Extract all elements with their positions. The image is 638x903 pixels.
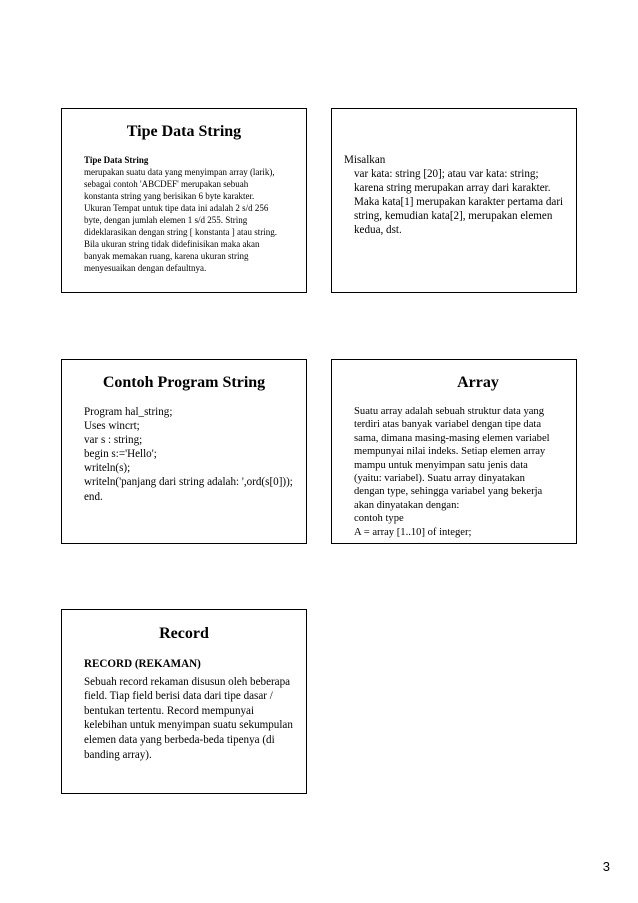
slide-misalkan xyxy=(331,108,577,293)
slide-record xyxy=(61,609,307,794)
body-line: contoh type xyxy=(354,513,404,525)
slide-body xyxy=(84,657,306,762)
body-line: terdiri atas banyak variabel dengan tipe data xyxy=(354,419,542,431)
body-line: sebagai contoh 'ABCDEF' merupakan sebuah xyxy=(84,179,249,189)
body-line: menyesuaikan dengan defaultnya. xyxy=(84,263,207,273)
body-line: dideklarasikan dengan string [ konstanta ] atau string. xyxy=(84,227,277,237)
slide-title: Array xyxy=(457,374,499,391)
slide-body xyxy=(84,154,304,274)
body-line: Maka kata[1] merupakan karakter pertama dari xyxy=(354,196,564,209)
body-line: banyak memakan ruang, karena ukuran string xyxy=(84,251,249,261)
body-line: bentukan tertentu. Record mempunyai xyxy=(84,704,255,717)
body-line: karena string merupakan array dari karakter. xyxy=(354,182,551,195)
body-line: A = array [1..10] of integer; xyxy=(354,526,472,538)
slide-contoh-program-string xyxy=(61,359,307,544)
body-line: string, kemudian kata[2], merupakan elemen xyxy=(354,210,553,223)
body-line: (yaitu: variabel). Suatu array dinyatakan xyxy=(354,473,525,485)
slide-array xyxy=(331,359,577,544)
body-line: sama, dimana masing-masing elemen variabel xyxy=(354,432,550,444)
body-line: dengan type, sehingga variabel yang bekerja xyxy=(354,486,543,498)
body-line: kedua, dst. xyxy=(354,224,402,237)
body-line: akan dinyatakan dengan: xyxy=(354,499,460,511)
slide-title: Record xyxy=(159,625,209,642)
body-line: Ukuran Tempat untuk tipe data ini adalah 2 s/d 256 xyxy=(84,203,269,213)
code-line: Program hal_string; xyxy=(84,406,173,418)
body-heading: RECORD (REKAMAN) xyxy=(84,658,201,670)
body-line: Bila ukuran string tidak didefinisikan maka akan xyxy=(84,239,260,249)
slide-tipe-data-string xyxy=(61,108,307,293)
body-line: merupakan suatu data yang menyimpan array (larik), xyxy=(84,167,275,177)
slide-body xyxy=(344,153,576,238)
code-line: end. xyxy=(84,490,103,503)
body-line: mempunyai nilai indeks. Setiap elemen array xyxy=(354,446,546,458)
body-heading: Tipe Data String xyxy=(84,155,149,165)
slide-title: Tipe Data String xyxy=(126,123,242,140)
body-line: byte, dengan jumlah elemen 1 s/d 255. String xyxy=(84,215,248,225)
body-line: Sebuah record rekaman disusun oleh beberapa xyxy=(84,675,291,688)
code-line: var s : string; xyxy=(84,434,143,447)
body-line: kelebihan untuk menyimpan suatu sekumpulan xyxy=(84,719,293,732)
body-line: var kata: string [20]; atau var kata: string; xyxy=(354,168,539,181)
code-line: begin s:='Hello'; xyxy=(84,448,157,461)
code-line: writeln(s); xyxy=(84,462,131,475)
body-line: Suatu array adalah sebuah struktur data yang xyxy=(354,406,545,417)
code-line: writeln('panjang dari string adalah: ',ord(s[0])); xyxy=(84,476,293,489)
page-number: 3 xyxy=(602,859,610,874)
code-line: Uses wincrt; xyxy=(84,420,140,433)
body-line: konstanta string yang berisikan 6 byte karakter. xyxy=(84,191,255,201)
body-line: mampu untuk menyimpan satu jenis data xyxy=(354,459,528,471)
body-line: banding array). xyxy=(84,748,152,761)
body-line: field. Tiap field berisi data dari tipe dasar / xyxy=(84,690,273,703)
slide-body xyxy=(354,405,576,539)
body-line: elemen data yang berbeda-beda tipenya (di xyxy=(84,733,275,746)
slide-body xyxy=(84,405,306,504)
slide-title: Contoh Program String xyxy=(102,374,266,391)
body-line: Misalkan xyxy=(344,154,386,166)
